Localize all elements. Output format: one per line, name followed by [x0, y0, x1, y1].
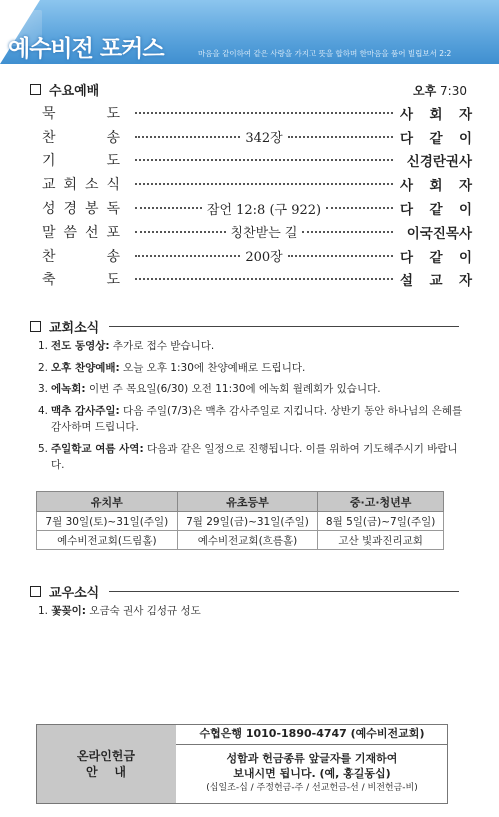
order-item-leader: 다 같 이: [400, 130, 472, 147]
page-title: 예수비전 포커스: [8, 36, 164, 62]
worship-order-row: [42, 220, 472, 244]
order-item-leader: 다 같 이: [400, 249, 472, 266]
worship-order-row: [42, 101, 472, 125]
giving-codes: (십일조-십 / 주정헌금-주 / 선교헌금-선 / 비전헌금-비): [206, 783, 418, 793]
news-heading: 교회소식: [30, 317, 459, 336]
header-banner: [0, 0, 499, 64]
dot-leader: [132, 246, 396, 265]
giving-frame: [36, 724, 448, 804]
checkbox-square-icon: [30, 84, 41, 95]
news-item: 4. 맥추 감사주일: 다음 주일(7/3)은 맥추 감사주일로 지킵니다. 상반기 동안 하나님의 은혜를 감사하며 드립니다.: [38, 404, 463, 433]
order-item-leader: 설 교 자: [400, 273, 472, 290]
table-cell: 예수비전교회(흐름홀): [177, 531, 318, 550]
table-cell: 예수비전교회(드림홀): [37, 531, 178, 550]
dot-leader: [132, 112, 396, 114]
dot-leader: [132, 183, 396, 185]
news-item: 3. 에녹회: 이번 주 목요일(6/30) 오전 11:30에 에녹회 월례회가 있습니다.: [38, 383, 381, 395]
order-item-name: 성 경 봉 독: [42, 201, 120, 218]
table-header: 중·고·청년부: [318, 492, 444, 512]
order-item-name: 교 회 소 식: [42, 177, 120, 194]
worship-order-row: [42, 125, 472, 149]
alumni-item: 1. 꽃꽂이: 오금숙 권사 김성규 성도: [38, 605, 201, 617]
giving-memo: 성함과 헌금종류 앞글자를 기재하여 보내시면 됩니다. (예, 홍길동십): [226, 752, 398, 780]
worship-order-row: [42, 149, 472, 173]
table-cell: 7월 30일(토)~31일(주일): [37, 512, 178, 531]
order-item-detail: 342장: [245, 131, 283, 147]
order-item-leader: 사 회 자: [400, 106, 472, 123]
motto-text: 마음을 같이하여 같은 사랑을 가지고 뜻을 합하며 한마음을 품어 빌립보서 2:2: [198, 49, 452, 58]
alumni-heading: 교우소식: [30, 582, 459, 601]
table-cell: 고산 빛과진리교회: [318, 531, 444, 550]
news-item: 5. 주일학교 여름 사역: 다음과 같은 일정으로 진행됩니다. 이를 위하여 기도해주시기 바랍니다.: [38, 442, 458, 471]
order-item-name: 찬 송: [42, 248, 120, 265]
order-item-name: 기 도: [42, 153, 120, 170]
news-item: 2. 오후 찬양예배: 오늘 오후 1:30에 찬양예배로 드립니다.: [38, 361, 306, 374]
worship-heading: 수요예배: [30, 80, 99, 99]
dot-leader: [132, 199, 396, 218]
divider: [109, 326, 459, 327]
worship-order-row: [42, 244, 472, 268]
order-item-name: 축 도: [42, 272, 120, 289]
worship-order-row: [42, 268, 472, 292]
bank-account: 수협은행 1010-1890-4747 (예수비전교회): [176, 724, 448, 745]
order-item-detail: 잠언 12:8 (구 922): [206, 202, 322, 218]
dot-leader: [132, 127, 396, 146]
giving-label: 온라인헌금 안 내: [36, 724, 176, 804]
worship-time: 오후 7:30: [413, 84, 467, 98]
table-cell: 8월 5일(금)~7일(주일): [318, 512, 444, 531]
order-item-detail: 칭찬받는 길: [230, 226, 298, 242]
worship-order-row: [42, 196, 472, 220]
dot-leader: [132, 278, 396, 280]
order-item-leader: 사 회 자: [400, 178, 472, 195]
table-header: 유치부: [37, 492, 178, 512]
table-cell: 7월 29일(금)~31일(주일): [177, 512, 318, 531]
divider: [109, 591, 459, 592]
news-item: 1. 전도 동영상: 추가로 접수 받습니다.: [38, 340, 215, 352]
summer-schedule-table: [36, 491, 444, 550]
worship-order: [42, 101, 472, 291]
online-giving-box: [36, 724, 448, 804]
order-item-leader: 다 같 이: [400, 202, 472, 219]
dot-leader: [132, 222, 396, 241]
order-item-detail: 200장: [245, 250, 283, 266]
order-item-leader: 신 경 란 권 사: [406, 154, 472, 171]
order-item-name: 찬 송: [42, 129, 120, 146]
table-header: 유초등부: [177, 492, 318, 512]
order-item-name: 말 씀 선 포: [42, 224, 120, 241]
news-list: [38, 338, 468, 479]
worship-order-row: [42, 172, 472, 196]
checkbox-square-icon: [30, 321, 41, 332]
checkbox-square-icon: [30, 586, 41, 597]
order-item-name: 묵 도: [42, 105, 120, 122]
dot-leader: [132, 159, 396, 161]
order-item-leader: 이 국 진 목 사: [406, 225, 472, 242]
